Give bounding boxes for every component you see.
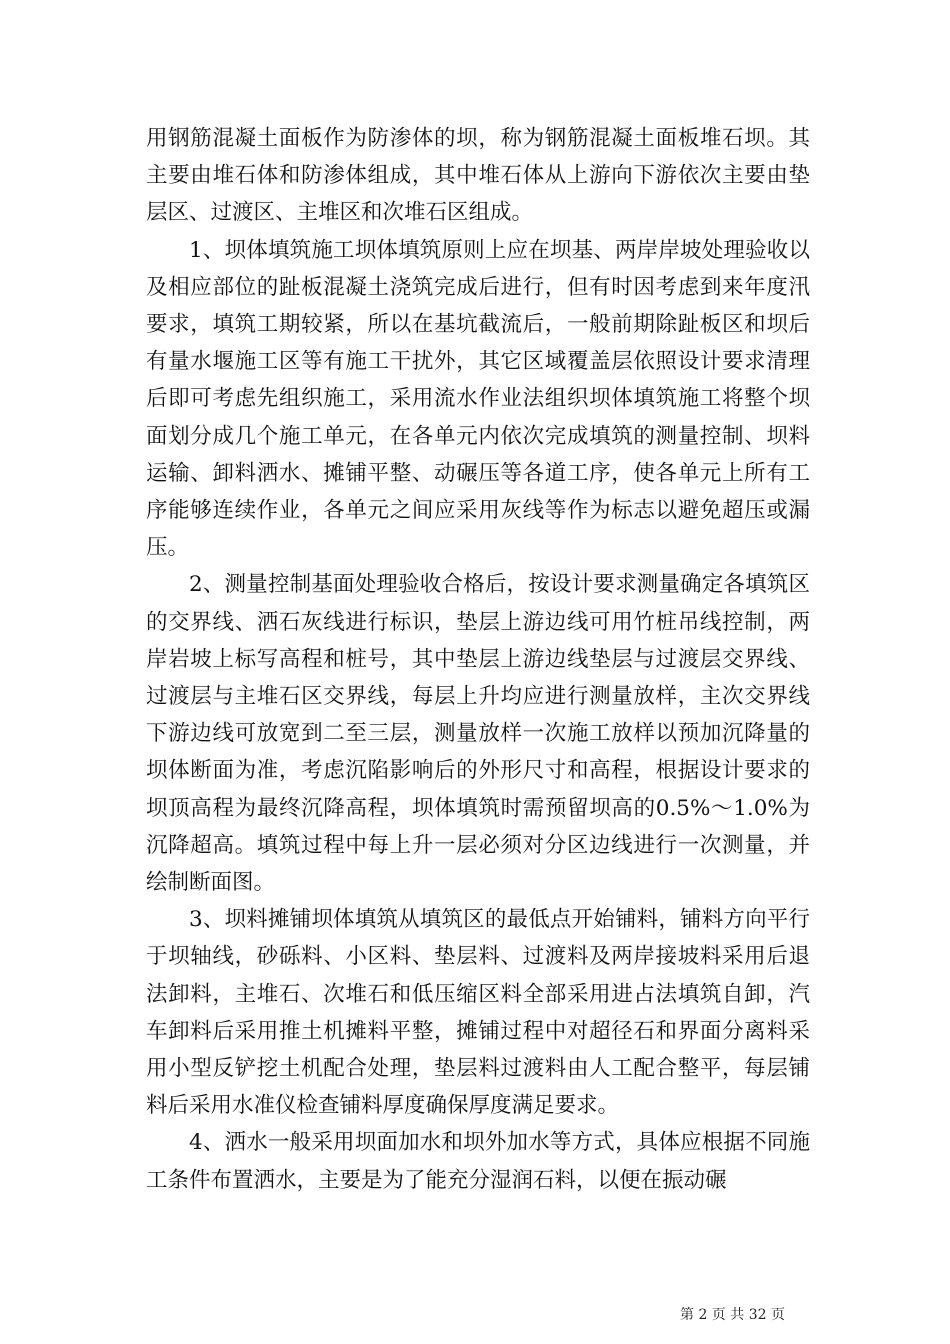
paragraph-survey-control: 2、测量控制基面处理验收合格后，按设计要求测量确定各填筑区的交界线、洒石灰线进行标识，垫层上游边线可用竹桩吊线控制，两岸岩坡上标写高程和桩号，其中垫层上游边线垫层与过渡层交界线、过渡层与主堆石区交界线，每层上升均应进行测量放样，主次交界线下游边线可放宽到二至三层，测量放样一次施工放样以预加沉降量的坝体断面为准，考虑沉陷影响后的外形尺寸和高程，根据设计要求的坝顶高程为最终沉降高程，坝体填筑时需预留坝高的0.5%～1.0%为沉降超高。填筑过程中每上升一层必须对分区边线进行一次测量，并绘制断面图。 xyxy=(146,572,810,896)
document-body xyxy=(146,120,810,1199)
paragraph-dam-filling: 1、坝体填筑施工坝体填筑原则上应在坝基、两岸岸坡处理验收以及相应部位的趾板混凝土浇筑完成后进行，但有时因考虑到来年度汛要求，填筑工期较紧，所以在基坑截流后，一般前期除趾板区和坝后有量水堰施工区等有施工干扰外，其它区域覆盖层依照设计要求清理后即可考虑先组织施工，采用流水作业法组织坝体填筑施工将整个坝面划分成几个施工单元，在各单元内依次完成填筑的测量控制、坝料运输、卸料洒水、摊铺平整、动碾压等各道工序，使各单元上所有工序能够连续作业，各单元之间应采用灰线等作为标志以避免超压或漏压。 xyxy=(146,237,810,561)
paragraph-intro: 用钢筋混凝土面板作为防渗体的坝，称为钢筋混凝土面板堆石坝。其主要由堆石体和防渗体组成，其中堆石体从上游向下游依次主要由垫层区、过渡区、主堆区和次堆石区组成。 xyxy=(146,126,810,226)
paragraph-material-spreading: 3、坝料摊铺坝体填筑从填筑区的最低点开始铺料，铺料方向平行于坝轴线，砂砾料、小区料、垫层料、过渡料及两岸接坡料采用后退法卸料，主堆石、次堆石和低压缩区料全部采用进占法填筑自卸，汽车卸料后采用推土机摊料平整，摊铺过程中对超径石和界面分离料采用小型反铲挖土机配合处理，垫层料过渡料由人工配合整平，每层铺料后采用水准仪检查铺料厚度确保厚度满足要求。 xyxy=(146,907,810,1119)
paragraph-watering: 4、洒水一般采用坝面加水和坝外加水等方式，具体应根据不同施工条件布置洒水，主要是为了能充分湿润石料，以便在振动碾 xyxy=(146,1130,810,1193)
page-number-footer: 第 2 页 共 32 页 xyxy=(680,1307,785,1323)
